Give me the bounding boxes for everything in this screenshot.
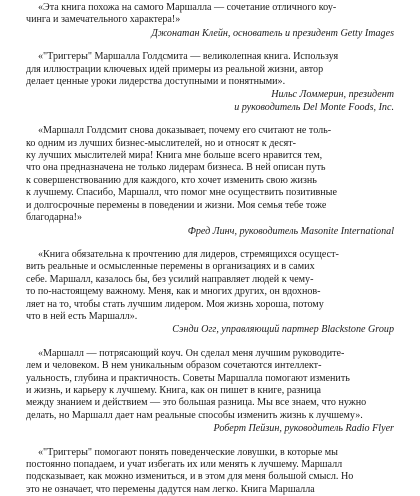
testimonial-attribution (26, 324, 394, 336)
quote-line: ко одним из лучших бизнес-мыслителей, но и относят к десят- (26, 137, 296, 149)
quote-line: для иллюстрации ключевых идей примеры из реальной жизни, автор (26, 63, 324, 75)
testimonial-attribution (26, 89, 394, 114)
testimonial-quote (26, 249, 394, 323)
testimonial-spacer (26, 436, 394, 447)
quote-line: к совершенствованию для каждого, кто хочет изменить свою жизнь (26, 174, 317, 186)
testimonial-quote (26, 348, 394, 422)
attribution-line: и руководитель Del Monte Foods, Inc. (234, 101, 394, 113)
quote-line: чинга и замечательного характера!» (26, 14, 181, 26)
testimonial-spacer (26, 114, 394, 125)
quote-line: ку лучших мыслителей мира! Книга мне больше всего нравится тем, (26, 150, 323, 162)
quote-line: «Маршалл Голдсмит снова доказывает, почему его считают не толь- (38, 125, 332, 137)
quote-line: «"Триггеры" Маршалла Голдсмита — великолепная книга. Используя (38, 51, 339, 63)
quote-line: себе. Маршалл, казалось бы, без усилий направляет людей к чему- (26, 273, 314, 285)
testimonial-quote (26, 51, 394, 88)
quote-line: вить реальные и осмысленные перемены в организациях и в самих (26, 261, 315, 273)
attribution-line: Нильс Ломмерин, президент (271, 89, 394, 101)
attribution-line: Фред Линч, руководитель Masonite International (187, 225, 394, 237)
testimonial (26, 2, 394, 40)
testimonial-quote (26, 2, 394, 27)
quote-line: подсказывает, как можно измениться, и в этом для меня большой смысл. Но (26, 471, 354, 483)
quote-line: лем и человеком. В нем уникальным образом сочетаются интеллект- (26, 360, 322, 372)
quote-line: «"Триггеры" помогают понять поведенческие ловушки, в которые мы (38, 446, 338, 458)
quote-line: это не означает, что перемены дадутся нам легко. Книга Маршалла (26, 483, 315, 495)
quote-line: то по-настоящему важному. Меня, как и многих других, он вдохнов- (26, 286, 321, 298)
quote-line: «Эта книга похожа на самого Маршалла — сочетание отличного коу- (38, 2, 337, 13)
quote-line: ляет на то, чтобы стать лучшим лидером. Моя жизнь хороша, потому (26, 298, 324, 310)
quote-line: постоянно попадаем, и учат избегать их или менять к лучшему. Маршалл (26, 459, 343, 470)
testimonial-list (26, 2, 394, 496)
testimonial (26, 348, 394, 436)
testimonial-quote (26, 447, 394, 496)
testimonial-attribution (26, 423, 394, 435)
quote-line: между знанием и действием — это большая разница. Мы все знаем, что нужно (26, 397, 367, 409)
testimonial-attribution (26, 226, 394, 238)
quote-line: и долгосрочные перемены в поведении и жизни. Моя семья тебе тоже (26, 199, 327, 211)
testimonial (26, 51, 394, 114)
quote-line: делает ценные уроки лидерства доступными и понятными». (26, 76, 286, 88)
quote-line: делать, но Маршалл дает нам реальные способы изменить жизнь к лучшему». (26, 409, 363, 421)
testimonial (26, 249, 394, 337)
testimonial-spacer (26, 337, 394, 348)
testimonial-attribution (26, 28, 394, 40)
attribution-line: Джонатан Клейн, основатель и президент Getty Images (151, 27, 394, 39)
testimonial (26, 447, 394, 496)
quote-line: к лучшему. Спасибо, Маршалл, что помог мне осуществить позитивные (26, 187, 337, 199)
testimonial-spacer (26, 40, 394, 51)
testimonial-spacer (26, 238, 394, 249)
quote-line: что в ней есть Маршалл». (26, 310, 138, 322)
quote-line: «Маршалл — потрясающий коуч. Он сделал меня лучшим руководите- (38, 347, 345, 359)
testimonial-quote (26, 125, 394, 224)
testimonial (26, 125, 394, 238)
attribution-line: Роберт Пейзин, руководитель Radio Flyer (213, 423, 394, 435)
attribution-line: Сэнди Огг, управляющий партнер Blackstone Group (172, 324, 394, 336)
quote-line: уальность, глубина и практичность. Советы Маршалла помогают изменить (26, 372, 350, 384)
quote-line: «Книга обязательна к прочтению для лидеров, стремящихся осущест- (38, 248, 339, 260)
quote-line: благодарна!» (26, 212, 82, 224)
quote-line: что она предназначена не только лидерам бизнеса. В ней описан путь (26, 162, 326, 174)
quote-line: и жизнь, и карьеру к лучшему. Книга, как он пишет в книге, разница (26, 384, 321, 396)
